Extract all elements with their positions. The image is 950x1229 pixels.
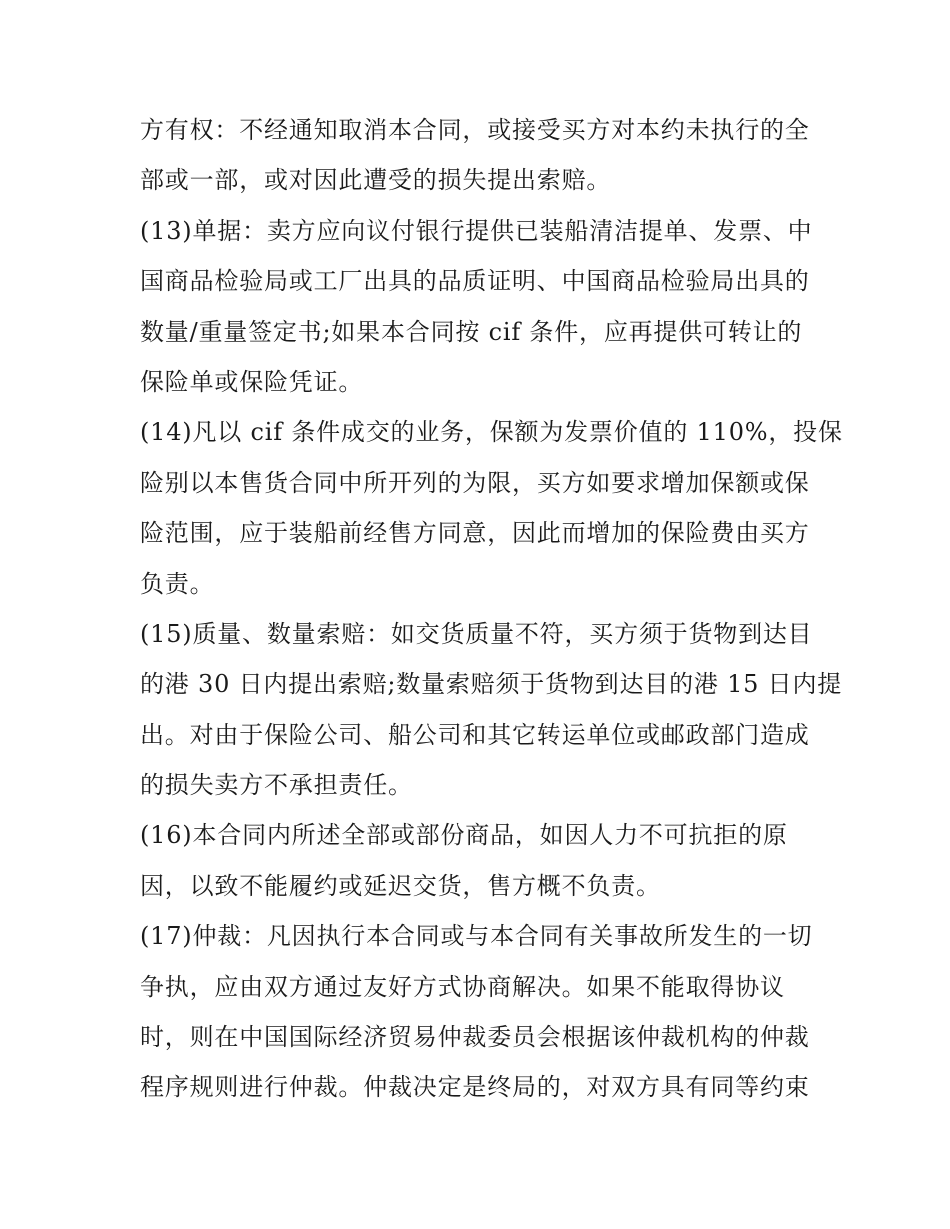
clause-16-line: (16)本合同内所述全部或部份商品，如因人力不可抗拒的原: [140, 821, 788, 850]
text-line: 部或一部，或对因此遭受的损失提出索赔。: [140, 166, 612, 195]
text-line: 险范围，应于装船前经售方同意，因此而增加的保险费由买方: [140, 519, 810, 548]
text-line: 方有权：不经通知取消本合同，或接受买方对本约未执行的全: [140, 116, 810, 144]
clause-13-line: (13)单据：卖方应向议付银行提供已装船清洁提单、发票、中: [140, 216, 813, 245]
text-line: 保险单或保险凭证。: [140, 367, 364, 396]
text-line: 出。对由于保险公司、船公司和其它转运单位或邮政部门造成: [140, 720, 810, 749]
text-line: 因，以致不能履约或延迟交货，售方概不负责。: [140, 871, 661, 900]
text-line: 数量/重量签定书;如果本合同按 cif 条件，应再提供可转让的: [140, 317, 803, 346]
clause-17-line: (17)仲裁：凡因执行本合同或与本合同有关事故所发生的一切: [140, 922, 813, 951]
text-line: 争执，应由双方通过友好方式协商解决。如果不能取得协议: [140, 972, 785, 1001]
text-line: 国商品检验局或工厂出具的品质证明、中国商品检验局出具的: [140, 267, 810, 296]
text-line: 时，则在中国国际经济贸易仲裁委员会根据该仲裁机构的仲裁: [140, 1023, 810, 1052]
document-page: [140, 105, 843, 1113]
text-line: 险别以本售货合同中所开列的为限，买方如要求增加保额或保: [140, 468, 810, 497]
text-line: 的港 30 日内提出索赔;数量索赔须于货物到达目的港 15 日内提: [140, 670, 843, 699]
clause-15-line: (15)质量、数量索赔：如交货质量不符，买方须于货物到达目: [140, 619, 813, 648]
clause-14-line: (14)凡以 cif 条件成交的业务，保额为发票价值的 110%，投保: [140, 418, 843, 447]
text-line: 程序规则进行仲裁。仲裁决定是终局的，对双方具有同等约束: [140, 1073, 810, 1102]
text-line: 负责。: [140, 569, 215, 598]
text-line: 的损失卖方不承担责任。: [140, 771, 413, 800]
